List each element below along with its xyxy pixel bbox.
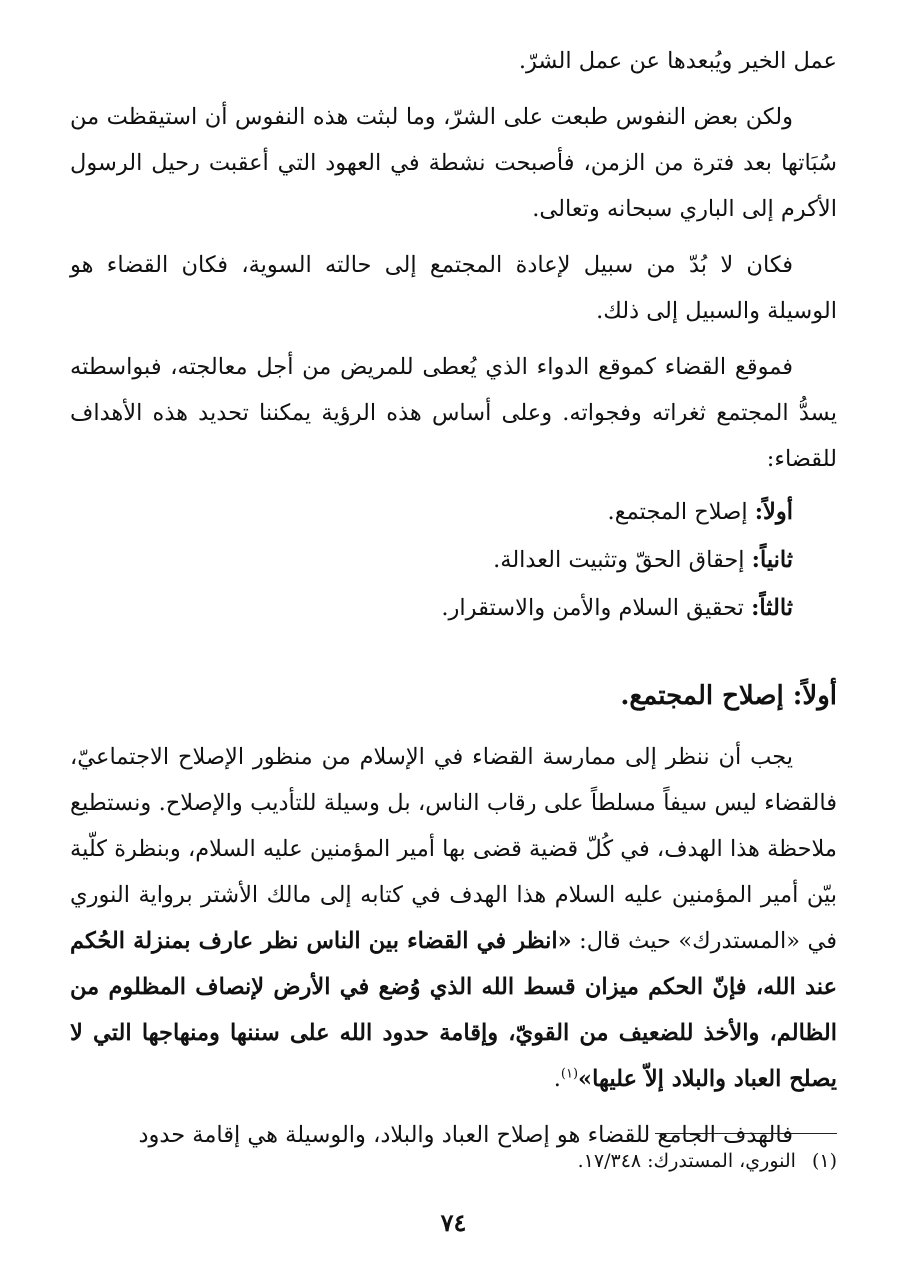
page-body: [70, 38, 837, 1158]
paragraph: فالهدف الجامع للقضاء هو إصلاح العباد والبلاد، والوسيلة هي إقامة حدود: [138, 1122, 793, 1148]
quote-text: «انظر في القضاء بين الناس نظر عارف بمنزلة الحُكم عند الله، فإنّ الحكم ميزان قسط الله الذي وُضع في الأرض لإنصاف المظلوم من الظالم، والأخذ للضعيف من القويّ، وإقامة حدود الله على سننها ومنهاجها التي لا يصلح العباد والبلاد إلاّ عليها»: [70, 928, 837, 1092]
paragraph-continuation: عمل الخير ويُبعدها عن عمل الشرّ.: [518, 48, 837, 74]
goals-list: [70, 488, 837, 632]
footnote-reference[interactable]: (١): [560, 1066, 579, 1082]
footnote: [70, 1146, 837, 1176]
sentence-end: .: [553, 1066, 561, 1092]
paragraph: ولكن بعض النفوس طبعت على الشرّ، وما لبثت هذه النفوس أن استيقظت من سُبَاتها بعد فترة من الزمن، فأصبحت نشطة في العهود التي أعقبت رحيل الرسول الأكرم إلى الباري سبحانه وتعالى.: [70, 104, 837, 222]
footnote-text: النوري، المستدرك: ١٧/٣٤٨.: [577, 1150, 796, 1172]
goal-text: إصلاح المجتمع.: [607, 499, 748, 525]
paragraph: فكان لا بُدّ من سبيل لإعادة المجتمع إلى حالته السوية، فكان القضاء هو الوسيلة والسبيل إلى ذلك.: [70, 252, 837, 324]
section-heading: أولاً: إصلاح المجتمع.: [620, 681, 837, 711]
section-paragraph: [70, 734, 837, 1102]
section-body-text: يجب أن ننظر إلى ممارسة القضاء في الإسلام من منظور الإصلاح الاجتماعيّ، فالقضاء ليس سيفاً مسلطاً على رقاب الناس، بل وسيلة للتأديب والإصلاح. ونستطيع ملاحظة هذا الهدف، في كُلّ قضية قضى بها أمير المؤمنين عليه السلام، وبنظرة كلّية بيّن أمير المؤمنين عليه السلام هذا الهدف في كتابه إلى مالك الأشتر برواية النوري في «المستدرك» حيث قال:: [70, 744, 837, 954]
footnote-divider: [655, 1133, 837, 1134]
goal-item: [70, 488, 837, 536]
goal-number: ثالثاً:: [751, 595, 793, 621]
goal-number: أولاً:: [754, 499, 793, 525]
goal-item: [70, 584, 837, 632]
paragraph: فموقع القضاء كموقع الدواء الذي يُعطى للمريض من أجل معالجته، فبواسطته يسدُّ المجتمع ثغراته وفجواته. وعلى أساس هذه الرؤية يمكننا تحديد هذه الأهداف للقضاء:: [70, 354, 837, 472]
footnote-number: (١): [811, 1150, 837, 1172]
goal-text: تحقيق السلام والأمن والاستقرار.: [441, 595, 744, 621]
page-number: ٧٤: [440, 1208, 467, 1237]
goal-number: ثانياً:: [751, 547, 793, 573]
goal-item: [70, 536, 837, 584]
goal-text: إحقاق الحقّ وتثبيت العدالة.: [493, 547, 745, 573]
